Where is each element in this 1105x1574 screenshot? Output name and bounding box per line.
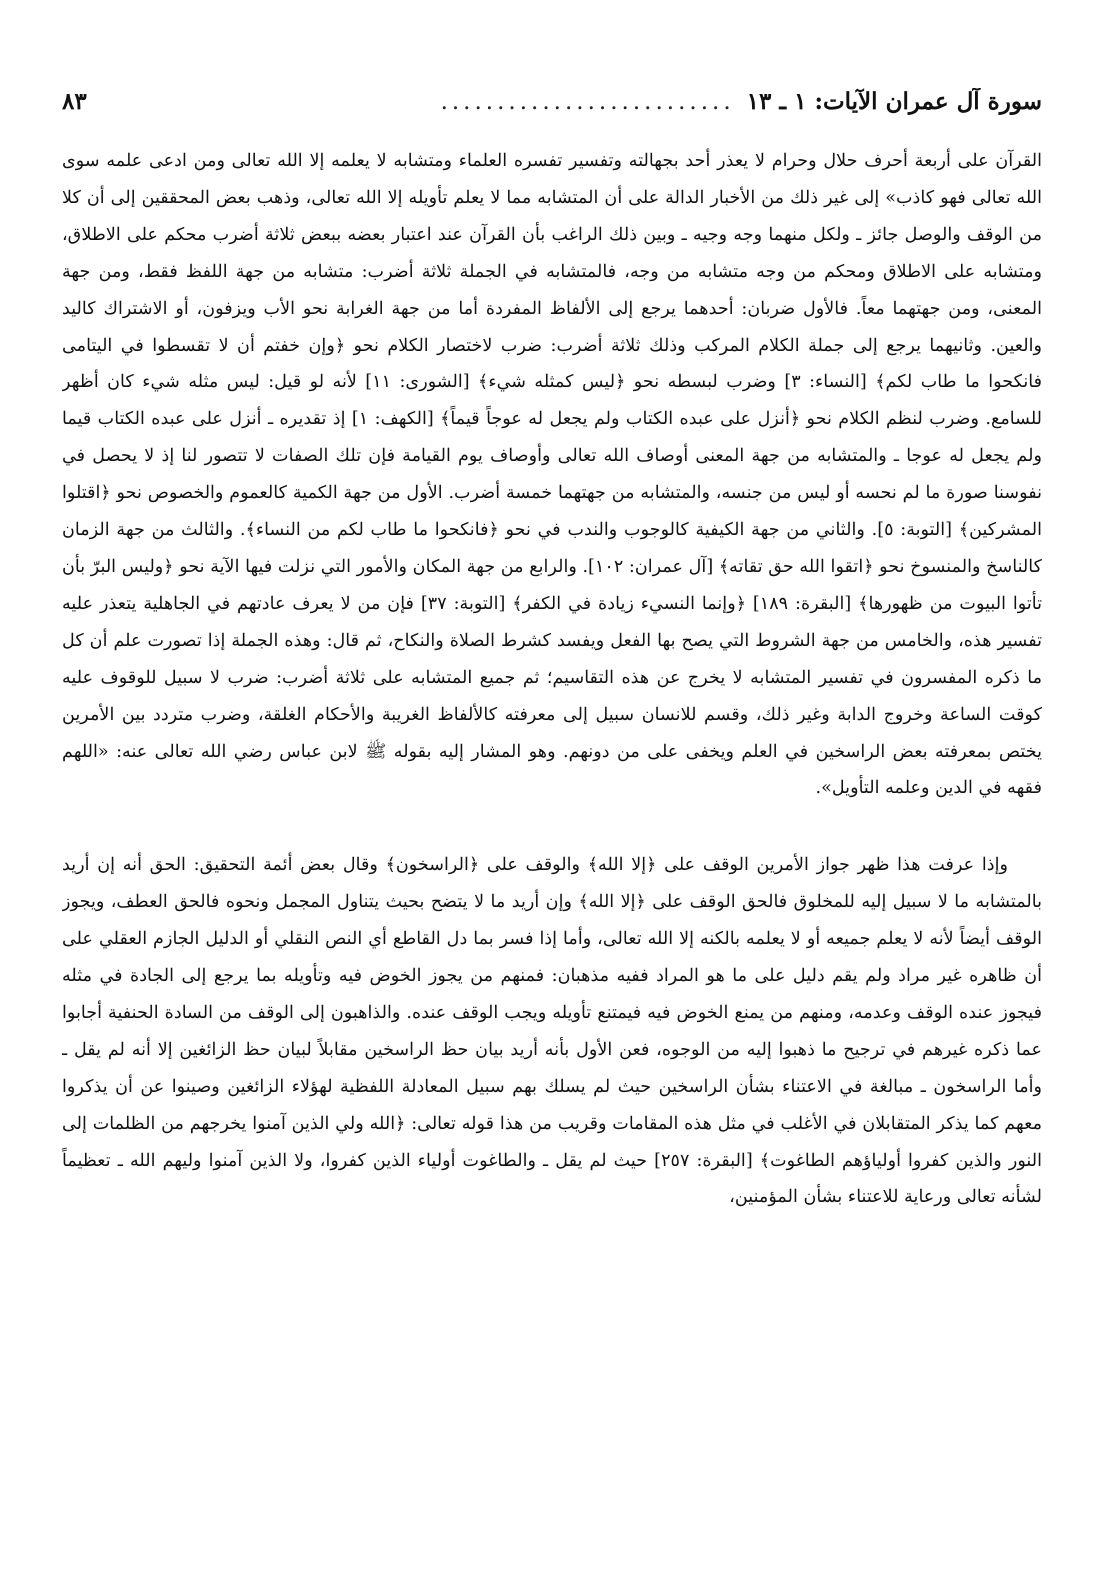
body-paragraph-2: وإذا عرفت هذا ظهر جواز الأمرين الوقف على ﴿إلا الله﴾ والوقف على ﴿الراسخون﴾ وقال بعض أئمة التحقيق: الحق أنه إن أريد بالمتشابه ما لا سبيل إليه للمخلوق فالحق الوقف على ﴿إلا الله﴾ وإن أريد ما لا يتضح بحيث يتناول المجمل ونحوه فالحق العطف، ويجوز الوقف أيضاً لأنه لا يعلم جميعه أو لا يعلمه بالكنه إلا الله تعالى، وأما إذا فسر بما دل القاطع أي النص النقلي أو الدليل الجازم العقلي على أن ظاهره غير مراد ولم يقم دليل على ما هو المراد ففيه مذهبان: فمنهم من يجوز الخوض فيه وتأويله بما يرجع إلى الجادة في مثله فيجوز عنده الوقف وعدمه، ومنهم من يمنع الخوض فيه فيمتنع تأويله ويجب الوقف عنده. والذاهبون إلى الوقف من السادة الحنفية أجابوا عما ذكره غيرهم في ترجيح ما ذهبوا إليه من الوجوه، فعن الأول بأنه أريد بيان حظ الراسخين مقابلاً لبيان حظ الزائغين إلا أنه لم يقل ـ وأما الراسخون ـ مبالغة في الاعتناء بشأن الراسخين حيث لم يسلك بهم سبيل المعادلة اللفظية لهؤلاء الزائغين وصينوا عن أن يذكروا معهم كما يذكر المتقابلان في الأغلب في مثل هذه المقامات وقريب من هذا قوله تعالى: ﴿الله ولي الذين آمنوا يخرجهم من الظلمات إلى النور والذين كفروا أولياؤهم الطاغوت﴾ [البقرة: ٢٥٧] حيث لم يقل ـ والطاغوت أولياء الذين كفروا، ولا الذين آمنوا وليهم الله ـ تعظيماً لشأنه تعالى ورعاية للاعتناء بشأن المؤمنين، (62, 855, 1042, 1208)
body-paragraph-1: القرآن على أربعة أحرف حلال وحرام لا يعذر أحد بجهالته وتفسير تفسره العلماء ومتشابه لا يعلمه إلا الله تعالى ومن ادعى علمه سوى الله تعالى فهو كاذب» إلى غير ذلك من الأخبار الدالة على أن المتشابه مما لا يعلم تأويله إلا الله تعالى، وذهب بعض المحققين إلى أن كلا من الوقف والوصل جائز ـ ولكل منهما وجه وجيه ـ وبين ذلك الراغب بأن القرآن عند اعتبار بعضه ببعض ثلاثة أضرب محكم على الاطلاق، ومتشابه على الاطلاق ومحكم من وجه متشابه من وجه، فالمتشابه في الجملة ثلاثة أضرب: متشابه من جهة اللفظ فقط، ومن جهة المعنى، ومن جهتهما معاً. فالأول ضربان: أحدهما يرجع إلى الألفاظ المفردة أما من جهة الغرابة نحو الأب ويزفون، أو الاشتراك كاليد والعين. وثانيهما يرجع إلى جملة الكلام المركب وذلك ثلاثة أضرب: ضرب لاختصار الكلام نحو ﴿وإن خفتم أن لا تقسطوا في اليتامى فانكحوا ما طاب لكم﴾ [النساء: ٣] وضرب لبسطه نحو ﴿ليس كمثله شيء﴾ [الشورى: ١١] لأنه لو قيل: ليس مثله شيء كان أظهر للسامع. وضرب لنظم الكلام نحو ﴿أنزل على عبده الكتاب ولم يجعل له عوجاً قيماً﴾ [الكهف: ١] إذ تقديره ـ أنزل على عبده الكتاب قيما ولم يجعل له عوجا ـ والمتشابه من جهة المعنى أوصاف الله تعالى وأوصاف يوم القيامة فإن تلك الصفات لا تتصور لنا إذ لا يحصل في نفوسنا صورة ما لم نحسه أو ليس من جنسه، والمتشابه من جهتهما خمسة أضرب. الأول من جهة الكمية كالعموم والخصوص نحو ﴿اقتلوا المشركين﴾ [التوبة: ٥]. والثاني من جهة الكيفية كالوجوب والندب في نحو ﴿فانكحوا ما طاب لكم من النساء﴾. والثالث من جهة الزمان كالناسخ والمنسوخ نحو ﴿اتقوا الله حق تقاته﴾ [آل عمران: ١٠٢]. والرابع من جهة المكان والأمور التي نزلت فيها الآية نحو ﴿وليس البرّ بأن تأتوا البيوت من ظهورها﴾ [البقرة: ١٨٩] ﴿وإنما النسيء زيادة في الكفر﴾ [التوبة: ٣٧] فإن من لا يعرف عادتهم في الجاهلية يتعذر عليه تفسير هذه، والخامس من جهة الشروط التي يصح بها الفعل ويفسد كشرط الصلاة والنكاح، ثم قال: وهذه الجملة إذا تصورت علم أن كل ما ذكره المفسرون في تفسير المتشابه لا يخرج عن هذه التقاسيم؛ ثم جميع المتشابه على ثلاثة أضرب: ضرب لا سبيل للوقوف عليه كوقت الساعة وخروج الدابة وغير ذلك، وقسم للانسان سبيل إلى معرفته كالألفاظ الغريبة والأحكام الغلقة، وضرب متردد بين الأمرين يختص بمعرفته بعض الراسخين في العلم ويخفى على من دونهم. وهو المشار إليه بقوله ﷺ لابن عباس رضي الله تعالى عنه: «اللهم فقهه في الدين وعلمه التأويل». (62, 151, 1042, 799)
leader-dots: .......................... (440, 89, 735, 115)
paragraph-spacer (62, 807, 1042, 847)
running-title: سورة آل عمران الآيات: ١ ـ ١٣ (746, 88, 1042, 115)
running-header (62, 88, 1042, 138)
book-page (62, 88, 1042, 1548)
page-number: ٨٣ (62, 88, 87, 115)
